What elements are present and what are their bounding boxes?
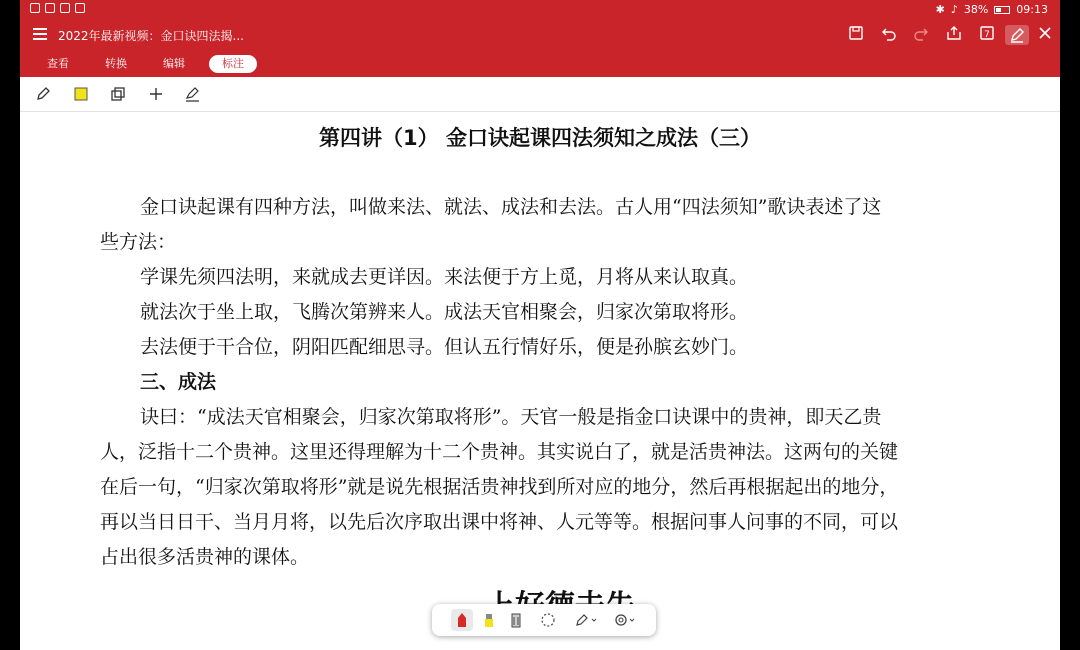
- floating-pen-toolbar: [432, 604, 656, 636]
- document-page: [20, 112, 1060, 650]
- verse-line: 学课先须四法明，来就成去更详因。来法便于方上觅，月将从来认取真。: [140, 266, 749, 288]
- tab-annotate[interactable]: 标注: [209, 55, 257, 73]
- camera-icon: [45, 3, 55, 13]
- signature-icon[interactable]: [184, 85, 202, 103]
- mute-icon: ♪: [950, 3, 958, 16]
- pen-style-icon[interactable]: [572, 609, 602, 631]
- eraser-icon[interactable]: [505, 609, 527, 631]
- page-number-icon[interactable]: [977, 25, 997, 45]
- paragraph-line: 些方法：: [100, 231, 177, 253]
- yellow-highlighter-icon[interactable]: [478, 609, 500, 631]
- paragraph-line: 占出很多活贵神的课体。: [100, 546, 310, 568]
- paragraph-line: 诀曰：“成法天官相聚会，归家次第取将形”。天官一般是指金口诀课中的贵神，即天乙贵: [140, 406, 882, 428]
- lasso-icon[interactable]: [537, 609, 559, 631]
- tab-convert[interactable]: 转换: [105, 57, 127, 70]
- status-bar: [20, 0, 1060, 20]
- tab-view[interactable]: 查看: [47, 57, 69, 70]
- section-heading: 三、成法: [140, 371, 217, 393]
- undo-icon[interactable]: [879, 25, 899, 45]
- verse-line: 去法便于干合位，阴阳匹配细思寻。但认五行情好乐，便是孙膑玄妙门。: [140, 336, 749, 358]
- bluetooth-icon: ✱: [935, 3, 945, 16]
- menu-icon[interactable]: [33, 28, 47, 40]
- redo-icon[interactable]: [911, 25, 931, 45]
- add-icon[interactable]: [147, 85, 165, 103]
- battery-percent: 38%: [963, 3, 989, 16]
- clock: 09:13: [1016, 3, 1048, 16]
- notification-icon: [60, 3, 70, 13]
- status-left-icons: [30, 3, 85, 13]
- verse-line: 就法次于坐上取，飞腾次第辨来人。成法天官相聚会，归家次第取将形。: [140, 301, 749, 323]
- paragraph-line: 在后一句，“归家次第取将形”就是说先根据活贵神找到所对应的地分，然后再根据起出的地分，: [100, 476, 899, 498]
- tab-edit[interactable]: 编辑: [163, 57, 185, 70]
- battery-icon: [994, 6, 1010, 14]
- app-icon: [75, 3, 85, 13]
- share-icon[interactable]: [944, 25, 964, 45]
- paragraph-line: 金口诀起课有四种方法，叫做来法、就法、成法和去法。古人用“四法须知”歌诀表述了这: [140, 196, 882, 218]
- edit-pen-icon[interactable]: [1005, 25, 1029, 45]
- document-title: 2022年最新视频：金口诀四法揭...: [58, 29, 244, 43]
- shape-icon[interactable]: [109, 85, 127, 103]
- app-window: [20, 0, 1060, 650]
- wifi-icon: [30, 3, 40, 13]
- settings-icon[interactable]: [610, 609, 640, 631]
- paragraph-line: 人，泛指十二个贵神。这里还得理解为十二个贵神。其实说白了，就是活贵神法。这两句的关键: [100, 441, 899, 463]
- svg-text:7: 7: [984, 30, 990, 40]
- title-bar: [20, 20, 1060, 50]
- annotation-toolbar: [20, 77, 1060, 112]
- highlight-icon[interactable]: [72, 85, 90, 103]
- red-pen-icon[interactable]: [451, 609, 473, 631]
- pen-icon[interactable]: [34, 85, 52, 103]
- close-icon[interactable]: [1035, 25, 1055, 45]
- tab-bar: [20, 50, 1060, 77]
- save-icon[interactable]: [846, 25, 866, 45]
- paragraph-line: 再以当日日干、当月月将，以先后次序取出课中将神、人元等等。根据问事人问事的不同，可以: [100, 511, 899, 533]
- status-right: [936, 3, 1048, 16]
- page-heading: 第四讲（1） 金口诀起课四法须知之成法（三）: [319, 126, 761, 150]
